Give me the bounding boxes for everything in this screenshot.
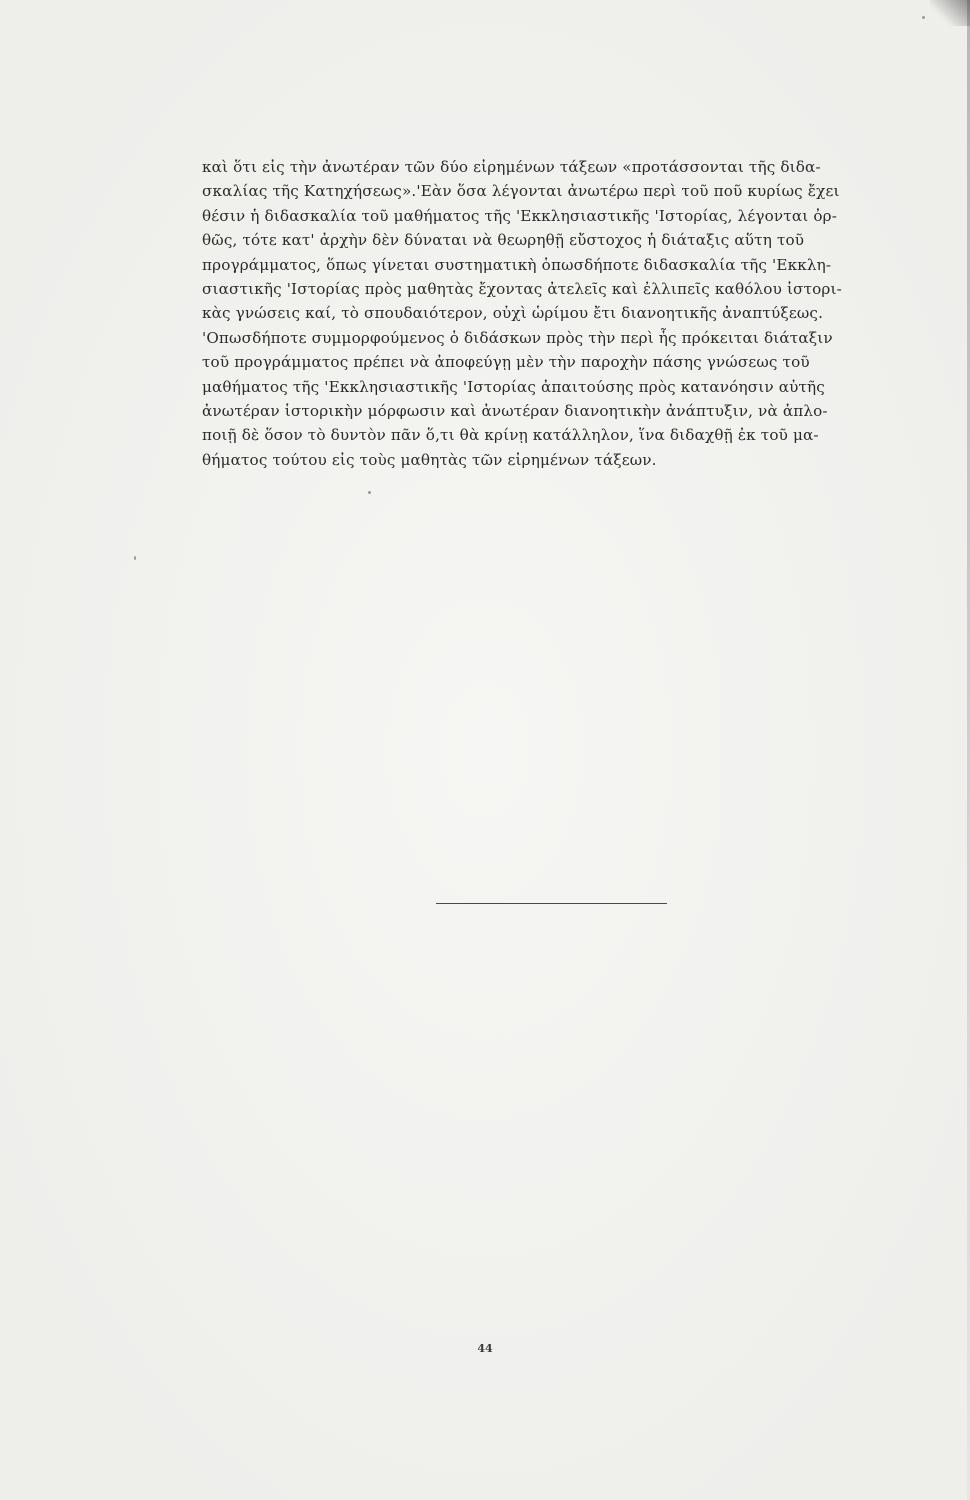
text-line: προγράμματος, ὅπως γίνεται συστηματικὴ ὁπωσδήποτε διδασκαλία τῆς 'Εκκλη- bbox=[202, 255, 832, 274]
section-divider-rule bbox=[436, 903, 667, 904]
text-line: θῶς, τότε κατ' ἀρχὴν δὲν δύναται νὰ θεωρηθῇ εὔστοχος ἡ διάταξις αὕτη τοῦ bbox=[202, 231, 805, 250]
text-line: καὶ ὅτι εἰς τὴν ἀνωτέραν τῶν δύο εἰρημένων τάξεων «προτάσσονται τῆς διδα- bbox=[202, 158, 821, 176]
scan-speck bbox=[922, 16, 925, 19]
text-line: σιαστικῆς 'Ιστορίας πρὸς μαθητὰς ἔχοντας ἀτελεῖς καὶ ἐλλιπεῖς καθόλου ἱστορι- bbox=[202, 279, 842, 298]
text-line: θήματος τούτου εἰς τοὺς μαθητὰς τῶν εἰρημένων τάξεων. bbox=[202, 450, 657, 469]
scan-speck bbox=[368, 491, 371, 494]
scan-corner-shadow bbox=[930, 0, 970, 26]
text-line: ποιῇ δὲ ὅσον τὸ δυντὸν πᾶν ὅ,τι θὰ κρίνῃ κατάλληλον, ἵνα διδαχθῇ ἐκ τοῦ μα- bbox=[202, 426, 819, 445]
text-line: κὰς γνώσεις καί, τὸ σπουδαιότερον, οὐχὶ ὡρίμου ἔτι διανοητικῆς ἀναπτύξεως. bbox=[202, 304, 824, 323]
page-number: 44 bbox=[477, 1342, 493, 1355]
text-line: τοῦ προγράμματος πρέπει νὰ ἀποφεύγῃ μὲν τὴν παροχὴν πάσης γνώσεως τοῦ bbox=[202, 353, 810, 372]
body-paragraph bbox=[202, 155, 842, 472]
text-line: μαθήματος τῆς 'Εκκλησιαστικῆς 'Ιστορίας ἀπαιτούσης πρὸς κατανόησιν αὐτῆς bbox=[202, 377, 825, 396]
text-line: σκαλίας τῆς Κατηχήσεως».'Εὰν ὅσα λέγονται ἀνωτέρω περὶ τοῦ ποῦ κυρίως ἔχει bbox=[202, 182, 840, 201]
scan-speck bbox=[134, 556, 136, 560]
text-line: θέσιν ἡ διδασκαλία τοῦ μαθήματος τῆς 'Εκκλησιαστικῆς 'Ιστορίας, λέγονται ὀρ- bbox=[202, 206, 837, 225]
text-line: 'Οπωσδήποτε συμμορφούμενος ὁ διδάσκων πρὸς τὴν περὶ ἧς πρόκειται διάταξιν bbox=[202, 328, 833, 347]
text-line: ἀνωτέραν ἱστορικὴν μόρφωσιν καὶ ἀνωτέραν διανοητικὴν ἀνάπτυξιν, νὰ ἁπλο- bbox=[202, 401, 828, 420]
